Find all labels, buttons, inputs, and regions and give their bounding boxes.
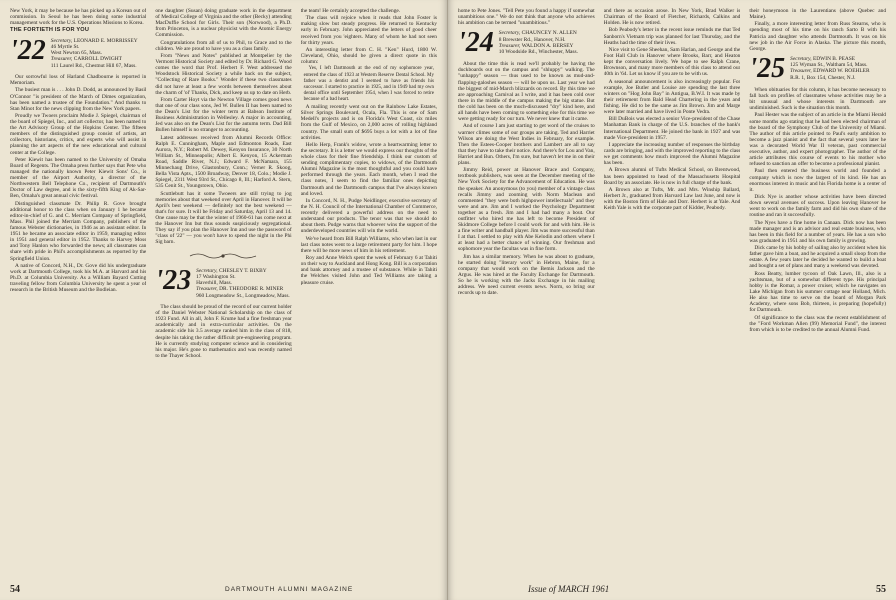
class-officers xyxy=(499,30,578,55)
treasurer-name: WALDON A. BERSEY xyxy=(521,42,574,49)
page-number: 55 xyxy=(876,583,886,595)
treasurer-address: 960 Longmeadow St., Longmeadow, Mass. xyxy=(196,292,290,299)
secretary-name: CHESLEY T. BIXBY xyxy=(218,267,267,274)
class-25-header xyxy=(749,52,886,84)
paragraph: Paul Hester was the subject of an article in the Miami Herald some months ago stating that he had been elected chairman of the board of the Symphony Club of the University of Miami. The author of this article pointed to Paul's early ambition to become a jazz pianist and the fact that several years later he was a decorated World War II veteran, past commercial executive, author, and expert photographer. The author of the article attributes this course of events to his mother who refused to sanction an offer to become a professional pianist. xyxy=(749,112,887,168)
paragraph: Jimmy Reid, power at Hanover Brace and Company, textbook publishers, was seen at the December meeting of the New York Society for the Advancement of Education. He was the speaker. An anonymous (to you) member of a vintage class recalls Jimmy and zooming with Norm Maclean and commented "they were both highpower intellectuals" and they were and are. Jim and I worked the Psychology Department together as a fresh. Jim and I had had many a bout. Our outfitter who hired me has left to become President of Skidmore College before I could work for and with him. He is a fine writer and handball player. Jim was more successful than I at that. I settled to play with Abe Kelodin and others where I at least had a better chance of winning. Our freshman and sophomore year the facultas was in fine form. xyxy=(458,167,595,253)
paragraph: And of course I am just starting to get word of the cruises to warmer climes some of our groups are taking. Ted and Harriet Wilson are doing the West Indies in February, for example. Then the Estees-Cooper brothers and Lambert are all to say that they have to take their notice. And there's for Lou and Van, Harriet and Bun. Others, I'm sure, but haven't let me in on their plans. xyxy=(458,123,595,166)
paragraph: A seasonal announcement is also increasingly popular. For example, Joe Butler and Louise are spending the last three winters on "Hog John Bay" in Antigua, B.W.I. It was made by their retirement from Bald Head Chartering in the years and fishing. He did to be the same as Jim Brown. Jim and Marge were later married and have lived in Ponte Vedra. xyxy=(603,78,741,116)
role-label: Secretary, xyxy=(790,55,812,62)
paragraph: A Brown also at Tufts, Mr. and Mrs. Winship Ballard, Herbert Jr., graduated from Harvard Law last June, and now is with the Boston firm of Hale and Dorr. Herbert is at Yale. And Keith Yale is with the corporate part of Kidder, Peabody. xyxy=(603,186,741,212)
paragraph: When obituaries for this column, it has become necessary to fall back on profiles of classmates whose activities may be a bit unusual and whose interests in Dartmouth are undiminished. Such is the situation this month. xyxy=(749,86,887,112)
paragraph: A native of Concord, N.H., Dr. Gove did his undergraduate work at Dartmouth College, took his M.A. at Harvard and his Ph.D. at Columbia University. As a William Bayard Cutting traveling fellow from Columbia University he spent a year of research in the British Museum and the Bodleian. xyxy=(10,262,147,294)
paragraph: Bob Peabody's letter in the recent issue reminds me that Ted Sanborn's Vietnam trip was planned for last Thursday, and the Heaths had the time of their lives. xyxy=(603,27,741,46)
paragraph: Nice visit to Gene Sheehan, Sam Harlan, and George and the Foot Hall Club in Hanover where Brooks, Barr, and Heaton kept the conversation lively. We hope to see Ralph Crane, Brownson, and many more members of this class to attend our 40th in '64. Let us know if you are to be with us. xyxy=(603,46,741,78)
secretary-address: 46 Myrtle St. xyxy=(50,43,80,50)
paragraph: A mailing recently went out on the Rainbow Lake Estates, Silver Springs Boulevard, Ocala, Fla. This is one of Sam Medell's projects and is on Florida's West Coast, six miles from the Gulf of Mexico, on 2,000 acres of rolling highland country. The small sum of $695 buys a lot with a lot of fine activities. xyxy=(300,104,437,141)
paragraph: In Concord, N. H., Pudge Neidlinger, executive secretary of the N. H. Council of the International Chamber of Commerce, recently delivered a powerful address on the need to understand our products. The tenor was that we should do about them. Pudge warns that whoever wins the support of the underdeveloped countries will win the world. xyxy=(300,197,437,235)
paragraph: Finally, a more interesting letter from Russ Stearns, who is spending most of his time on his ranch Sarto B with his Patricia and daughter who attends Dartmouth. It was on his new job in the Air Force in Alaska. The picture this month, George. xyxy=(749,21,887,52)
secretary-city: Haverhill, Mass. xyxy=(196,280,232,287)
paragraph: and there as occasion arose. In New York, Brad Walker is Chairman of the Board of Fletcher, Richards, Calkins and Holden. He is now retired. xyxy=(603,8,741,27)
right-column-1 xyxy=(458,8,595,580)
role-label: Treasurer, xyxy=(196,286,218,293)
paragraph: Scuttlebutt has it some Twoeers are still trying to jog memories about that weekend over April in Hanover. It will be April's best weekend — definitely not the best weekend — that's for sure. It will be Friday and Saturday, April 13 and 14. One cause may be that the winter of 1960-61 has come next at the Hanover Inn but thus sounds suspiciously segregational. They say if you plan the Hanover Inn and use the password of "class of '22" — you won't have to spend the night in the Phi Sig barn. xyxy=(155,190,292,246)
section-heading: THE FORTIETH IS FOR YOU xyxy=(10,27,90,34)
paragraph: From Carter Hoyt via the Newton Village comes good news that one of our class sons, Jed W. Bullen II has been named to the Dean's List for the winter term at Babson Institute of Business Administration in Wellesley. A major in accounting, Jed was also on the Dean's List for the autumn term. Dad Bill Bullen himself is no stranger to accounting. xyxy=(155,96,292,134)
paragraph: Proudly we Twoers proclaim Modie J. Spiegel, chairman of the board of Spiegel, Inc., and art collector, has been named to the Art Advisory Group of the Hopkins Center. The fifteen members of the distinguished group consist of artists, art collectors, historians, critics, and experts who will assist in planning the art aspects of the new educational and cultural center at the College. xyxy=(10,112,147,156)
class-23-header xyxy=(155,264,291,299)
paragraph: the team! He certainly accepted the challenge. xyxy=(300,8,401,14)
role-label: Treasurer, xyxy=(50,56,73,63)
treasurer-address: R.R. 1, Box 154, Chester, N.J. xyxy=(790,74,856,81)
paragraph: Of significance to the class was the recent establishment of the "Ford Workman Allen (99) Memorial Fund", the interest from which is to be credited to the annual Alumni Fund. xyxy=(749,314,887,333)
paragraph: The class will rejoice when it reads that John Foster is making slow but steady progress. He returned to Kentucky early in February. John appreciated the letters of good cheer received from you 'eighters. Many of whom he had not seen for thirty years. xyxy=(300,15,437,46)
issue-label: Issue of MARCH 1961 xyxy=(528,584,610,594)
paragraph: The busiest man is . . . John D. Dodd, as announced by Basil O'Connor "is president of the March of Dimes organization, has been named a trustee of the Foundation." And thanks to Stan Minot for the news clipping from the New York papers. xyxy=(10,87,147,112)
treasurer-address: 111 Laurel Rd., Chestnut Hill 67, Mass. xyxy=(50,62,137,69)
left-column-1 xyxy=(10,8,146,580)
paragraph: Ross Beatty, lumber tycoon of Oak Lawn, Ill., also is a yachtsman, but of a somewhat different type. His principal hobby is the Romar, a power cruiser, which he navigates on Lake Michigan from his summer cottage near Holland, Mich. He also has time to serve on the board of Morgan Park Academy, where sons Bob, thirteen, is preparing (hopefully) for Dartmouth. xyxy=(749,270,887,314)
left-column-3 xyxy=(301,8,437,580)
paragraph: A Brown alumni of Tufts Medical School, on Brentwood, has been appointed to head of the Massachusetts Hospital Board by an associate. He is now in full charge of the bank. xyxy=(603,167,741,186)
secretary-address: 17 Washington St. xyxy=(196,273,236,280)
paragraph: home to Pete Jones. "Tell Pete you found a happy if somewhat unambitious one." We do not think that anyone who achieves his ambition can be termed "unambitious." xyxy=(458,8,595,27)
right-page xyxy=(448,0,896,600)
class-22-header xyxy=(10,34,146,69)
paragraph: I appreciate the increasing number of responses the birthday cards are bringing, and with the improved reporting to the class we get comments how much improved the Alumni Magazine has been. xyxy=(603,141,741,167)
paragraph: Dick came by his hobby of sailing also by accident when his father gave him a boat, and he acquired a small sloop from the estate. A few years later he decided he wanted to build a boat and bought a set of plans and many a weekend was devoted. xyxy=(749,245,887,270)
right-column-2 xyxy=(604,8,741,580)
paragraph: The class should be proud of the record of our current holder of the Daniel Webster National Scholarship on the class of 1923 Fund. All in all, John F. Krume had a fine freshman year academically and in extra-curricular activities. On the academic side his 3.5 average ranked him in the class of 818, despite his taking the rather difficult pre-engineering program. He is currently studying computer science and in considering his major. He's gone to mathematics and was recently named to the Thayer School. xyxy=(155,304,292,359)
secretary-city: West Newton 65, Mass. xyxy=(50,50,103,57)
secretary-name: LEONARD E. MORRISSEY xyxy=(73,37,138,44)
paragraph: one daughter (Susan) doing graduate work in the department of Medical College of Virginia and the other (Becky) attending MacDuffie School for Girls. Their son (Norwood), a Ph.D. from Princeton, is a nuclear physicist with the Atomic Energy Commission. xyxy=(155,8,292,39)
right-column-3 xyxy=(749,8,886,580)
left-footer xyxy=(10,581,437,597)
role-label: Secretary, xyxy=(498,30,521,37)
paragraph: Bill DuBois was elected a senior Vice-president of the Chase Manhattan Bank in charge of the U.S. branches of the bank's International Department. He joined the bank in 1927 and was made Vice-president in 1957. xyxy=(603,116,741,141)
class-officers xyxy=(790,56,869,81)
paragraph: Our sorrowful loss of Harland Chadbourne is reported in Memoriam. xyxy=(10,74,147,87)
intro-paragraph: New York, it may be because he has picked up a Korean out of commission. In Seoul he has been doing some industrial management work for the U.S. Operations Missions to Korea. xyxy=(10,8,147,27)
class-officers xyxy=(196,268,290,299)
paragraph: Paul then entered the business world and founded a company which is now the largest of its kind. He has an enormous interest in music and his Florida home is a center of it. xyxy=(749,168,887,193)
secretary-address: 8 Brewster Rd., Hanover, N.H. xyxy=(498,36,566,43)
role-label: Secretary, xyxy=(50,37,73,44)
paragraph: We've heard from Bill Ralph Williams, who when last in our last class notes went to a large retirement party for him. I hope there will be more news of him in his retirement. xyxy=(300,235,437,254)
class-24-header xyxy=(458,27,595,59)
class-year: '25 xyxy=(749,52,786,84)
page-number: 54 xyxy=(10,583,20,595)
class-year: '22 xyxy=(10,34,46,66)
treasurer-address: 10 Woodside Rd., Winchester, Mass. xyxy=(498,49,578,56)
role-label: Treasurer, xyxy=(498,42,521,49)
paragraph: their honeymoon in the Laurentians (above Quebec and Maine). xyxy=(749,8,887,21)
paragraph: About the time this is read we'll probably be having the duckboards out on the campus and "shluppy" walking. The "unhappy" season — thus used to be known as mud-and-flapping-galoshes season — will be upon us. Last year we had the biggest of mid-March blizzards on record. By this time we are approaching Carnival as I write, and it has been cold over there in the middle of the campus making the big statue. But the cold has been on the much-discussed "dry" kind here, and all hands have been coming to something else for this time we were getting ready for our turn. We never knew that it came. xyxy=(458,61,595,123)
class-year: '23 xyxy=(155,264,192,296)
paragraph: Dick Nye is another whose activities have been directed down several avenues of success. Upon leaving Hanover he went to work on the family farm and did his own share of the routine and ran it successfully. xyxy=(749,194,887,219)
paragraph: From "News and Notes" published at Montpelier by the Vermont Historical Society and edited by Dr. Richard G. Wood comes the word that Prof. Herbert F. West addressed the Woodstock Historical Society a while back on the subject, "Collecting of Rare Books." Wonder if these two classmates did not have at least a few words between themselves about the charm of 'ol' Thanks, Dick, and keep us up to date on Herb. xyxy=(155,53,292,96)
secretary-name: CHAUNCEY N. ALLEN xyxy=(521,30,577,37)
paragraph: An interesting letter from C. H. "Ken" Hurd, 1800 W. Cleveland, Ohio, should be given a direct quote in this column: xyxy=(300,46,437,66)
class-officers xyxy=(51,38,138,69)
role-label: Treasurer, xyxy=(790,68,812,75)
treasurer-name: CARROLL DWIGHT xyxy=(73,56,122,63)
paragraph: Hello Herp, Frank's widow, wrote a heartwarming letter to the secretary. It is a letter we would express our thoughts of the whole class for their fine friendship. I think our custom of sending complimentary copies, to widows, of the Dartmouth Alumni Magazine is the most thoughtful and you could have performed through the years. Each month, when I read the class notes, I seem to find the familiar ones depicting Dartmouth and the Dartmouth campus that I've always known and loved. xyxy=(300,141,437,197)
paragraph: Peter Kiewit has been named to the University of Omaha Board of Regents. The Omaha press further says that Pete who managed the nationally known Peter Kiewit Sons' Co., is member of the Airport Authority, a director of the Northwestern Bell Telephone Co., recipient of Dartmouth's Doctor of Law degree, and is the sixty-fifth King of Ak-Sar-Ben, Omaha's great annual civic festival. xyxy=(10,156,147,200)
right-footer xyxy=(458,581,886,597)
paragraph: Congratulations from all of us to Phil, to Grace and to the children. We are proud to have you as a class family. xyxy=(155,39,292,52)
class-year: '24 xyxy=(458,27,494,59)
paragraph: The Nyes have a fine home in Canaan. Dick now has been made manager and is an advisor and real estate business, who has been in this field for a number of years. He has a son who was graduated in 1951 and his own family is growing. xyxy=(749,219,887,244)
decorative-ornament xyxy=(155,252,291,262)
treasurer-name: EDWARD W. ROEHLER xyxy=(813,68,870,75)
secretary-name: EDWIN B. PEASE xyxy=(813,55,856,62)
paragraph: Latest addresses received from Alumni Records Office: Ralph E. Cunningham, Maple and Edmonton Roads, East Aurora, N.Y.; Robert M. Dewey, Kenyon Insurance, 30 North William St., Minneapolis; Albert E. Kenyon, 15 Ackerman Road, Saddle River, N.J.; Edward F. McNamara, 155 Minnechaug Drive, Glastonbury, Conn.; Verner R. Skoog, Bella Vista Apts., 1500 Broadway, Denver 18, Colo.; Modie J. Spiegel, 2311 West 93rd St., Chicago 8, Ill.; Harford A. Stern, 535 Cenit St., Youngstown, Ohio. xyxy=(155,134,292,190)
paragraph: Distinguished classmate Dr. Philip R. Gove brought additional honor to the class when on January 1 he became editor-in-chief of G. and C. Merriam Company of Springfield, Mass. Phil joined the Merriam Company, publishers of the famous Webster dictionaries, in 1946 as an assistant editor. In 1951 he became an associate editor in 1959, managing editor in 1951 and general editor in 1952. Thanks to Harvey Moss and Tony Hanlon who forwarded the news; all classmates can share with pride in Phil's accomplishments as reported by the Springfield Union. xyxy=(10,200,147,262)
magazine-name: DARTMOUTH ALUMNI MAGAZINE xyxy=(225,585,354,593)
paragraph: Jim has a similar memory. When he was about to graduate, he started doing "literary work" in Hebron, Maine, for a company that would work on the Bemis Jackson and the Argus. He was hired at the Faculty Exchange for Dartmouth. So he is working with the Jacks Exchange in his mailing address. We need current events news. Norm, so bring our records up to date. xyxy=(458,253,595,297)
ornament-icon xyxy=(188,252,258,260)
paragraph: Roy and Anne Welch spent the week of February 6 at Tahiti on their way to Auckland and Hong Kong. Bill is a corporation and bank attorney and a trustee of substance. While in Tahiti the Welches visited John and Ted Williams are taking a pleasure cruise. xyxy=(300,255,437,286)
role-label: Secretary, xyxy=(196,267,218,274)
secretary-address: 125 Wyman St., Waltham 54, Mass. xyxy=(790,62,868,69)
treasurer-name: DR. THEODORE R. MINER xyxy=(219,286,284,293)
quoted-letter: Yes, I left Dartmouth at the end of my sophomore year, entered the class of 1923 at Western Reserve Dental School. My father was a dentist and I seemed to have as friends his successor. I started to practice in 1925, and in 1949 had my own dental office until September 1954, when I was forced to retire because of a bad heart. xyxy=(303,66,434,102)
left-column-2 xyxy=(155,8,291,580)
